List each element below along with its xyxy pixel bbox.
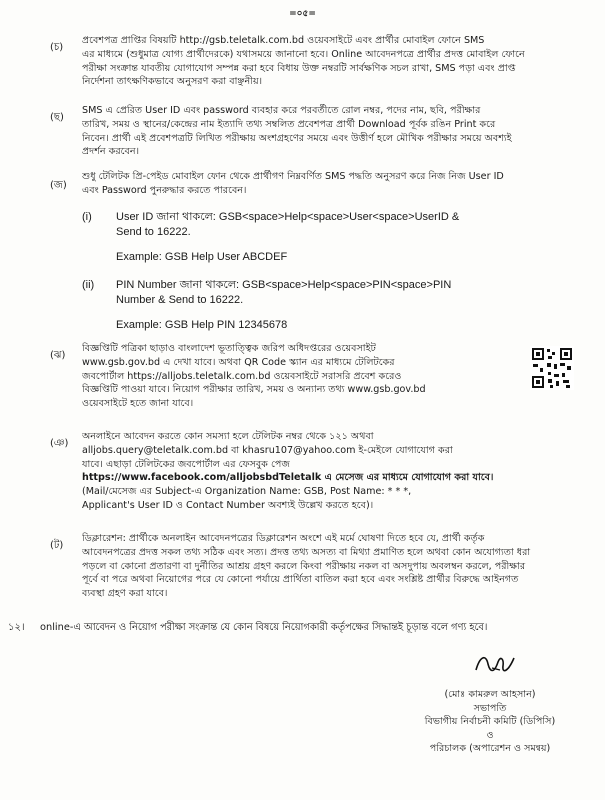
clause-body <box>82 104 585 159</box>
text-line: জবপোর্টাল https://alljobs.teletalk.com.bd ওয়েবসাইটে সরাসরি প্রবেশ করেও <box>82 370 402 382</box>
text-line: এর মাধ্যমে (শুধুমাত্র যোগ্য প্রার্থীদেরকে) যথাসময়ে জানানো হবে। Online আবেদনপত্রে প্রার্থীর প্রদত্ত মোবাইল ফোনে <box>82 48 525 60</box>
clause-j <box>0 170 605 340</box>
example-pin: Example: GSB Help PIN 12345678 <box>116 319 288 331</box>
clause-jh <box>0 342 605 412</box>
text-line: Send to 16222. <box>116 226 191 238</box>
clause-body <box>82 170 585 198</box>
text-line: (Mail/মেসেজ এর Subject-এ Organization Name: GSB, Post Name: * * *, <box>82 486 412 498</box>
text-line: অনলাইনে আবেদন করতে কোন সমস্যা হলে টেলিটক নম্বর থেকে ১২১ অথবা <box>82 431 374 442</box>
page-number: =০৫= <box>289 9 316 19</box>
signatory-name: (মোঃ কামরুল আহসান) <box>444 689 536 700</box>
clause-mark: (ট) <box>50 540 64 551</box>
clause-mark: (ছ) <box>50 112 64 123</box>
text-line: User ID জানা থাকলে: GSB<space>Help<space>User<space>UserID & <box>116 211 460 223</box>
text-line: ডিক্লারেশন: প্রার্থীকে অনলাইন আবেদনপত্রের ডিক্লারেশন অংশে এই মর্মে ঘোষণা দিতে হবে যে, প্রার্থী কর্তৃক <box>82 533 485 544</box>
text-line: এবং Password পুনরুদ্ধার করতে পারবেন। <box>82 184 247 196</box>
text-line: পরীক্ষা সংক্রান্ত যাবতীয় যোগাযোগ সম্পন্ন করা হবে বিধায় উক্ত নম্বরটি সার্বক্ষণিক সচল রাখা, SMS পড়া এবং প্রাপ্ত <box>82 62 516 74</box>
text-line: ওয়েবসাইটে হতে জানা যাবে। <box>82 398 194 410</box>
qr-code-icon[interactable] <box>530 346 574 390</box>
clause-body <box>82 34 585 89</box>
text-line: বিজ্ঞপ্তিটি পত্রিকা ছাড়াও বাংলাদেশ ভূতাত্ত্বিক জরিপ অধিদপ্তরের ওয়েবসাইট <box>82 343 376 354</box>
sms-help-user <box>116 210 586 265</box>
signatory-and: ও <box>486 729 494 741</box>
signature-block <box>390 688 590 756</box>
point-text: online-এ আবেদন ও নিয়োগ পরীক্ষা সংক্রান্ত যে কোন বিষয়ে নিয়োগকারী কর্তৃপক্ষের সিদ্ধান্তই চূড়ান্ত বলে গণ্য হবে। <box>40 622 488 633</box>
clause-mark: (ঝ) <box>50 350 66 361</box>
text-line: https://www.facebook.com/alljobsbdTeletalk এ মেসেজ এর মাধ্যমে যোগাযোগ করা যাবে। <box>82 472 494 484</box>
text-line: যাবে। এছাড়া টেলিটকের জবপোর্টাল এর ফেসবুক পেজ <box>82 458 290 470</box>
clause-body <box>82 532 585 601</box>
text-line: Number & Send to 16222. <box>116 294 244 306</box>
text-line: PIN Number জানা থাকলে: GSB<space>Help<space>PIN<space>PIN <box>116 279 452 291</box>
text-line: প্রবেশপত্র প্রাপ্তির বিষয়টি http://gsb.teletalk.com.bd ওয়েবসাইটে এবং প্রার্থীর মোবাইল ফোনে SMS <box>82 35 485 46</box>
text-line: www.gsb.gov.bd এ দেখা যাবে। অথবা QR Code স্ক্যান এর মাধ্যমে টেলিটকের <box>82 356 395 368</box>
sms-help-pin <box>116 278 586 333</box>
clause-nya <box>0 430 605 520</box>
text-line: নিবেন। প্রার্থী এই প্রবেশপত্রটি লিখিত পরীক্ষায় অংশগ্রহণের সময়ে এবং উত্তীর্ণ হলে মৌখিক পরীক্ষার সময়ে অবশ্যই <box>82 132 512 144</box>
text-line: পড়লে বা কোনো প্রতারণা বা দুর্নীতির আশ্রয় গ্রহণ করলে কিংবা পরীক্ষায় নকল বা অসদুপায় অবলম্বন করলে, পরীক্ষার <box>82 560 526 572</box>
example-user: Example: GSB Help User ABCDEF <box>116 251 288 263</box>
text-line: ব্যবস্থা গ্রহণ করা যাবে। <box>82 588 168 600</box>
signature-image <box>470 650 520 680</box>
signatory-title: সভাপতি <box>473 702 507 714</box>
text-line: পূর্বে বা পরে অথবা নিয়োগের পরে যে কোনো পর্যায়ে প্রার্থিতা বাতিল করা হবে এবং সংশ্লিষ্ট প্রার্থীর বিরুদ্ধে আইনগত <box>82 574 519 586</box>
text-line: SMS এ প্রেরিত User ID এবং password ব্যবহার করে পরবর্তীতে রোল নম্বর, পদের নাম, ছবি, পরীক্ষার <box>82 105 481 116</box>
sub-mark-i: (i) <box>82 211 92 223</box>
signatory-director: পরিচালক (অপারেশন ও সমন্বয়) <box>429 743 551 754</box>
clause-chh <box>0 104 605 164</box>
clause-mark: (ঞ) <box>50 438 69 449</box>
point-mark: ১২। <box>8 622 25 633</box>
text-line: শুধু টেলিটক প্রি-পেইড মোবাইল ফোন থেকে প্রার্থীগণ নিম্নবর্ণিত SMS পদ্ধতি অনুসরণ করে নিজ নিজ User ID <box>82 171 504 182</box>
text-line: আবেদনপত্রের প্রদত্ত সকল তথ্য সঠিক এবং সত্য। প্রদত্ত তথ্য অসত্য বা মিথ্যা প্রমাণিত হলে অথবা কোন অযোগ্যতা ধরা <box>82 546 531 558</box>
text-line: প্রদর্শন করবেন। <box>82 146 139 158</box>
signatory-committee: বিভাগীয় নির্বাচনী কমিটি (ডিপিসি) <box>424 716 556 727</box>
clause-body <box>82 430 585 513</box>
text-line: Applicant's User ID ও Contact Number অবশ্যই উল্লেখ করতে হবে)। <box>82 499 374 511</box>
point-12 <box>0 620 605 640</box>
text-line: তারিখ, সময় ও স্থানের/কেন্দ্রের নাম ইত্যাদি তথ্য সম্বলিত প্রবেশপত্র প্রার্থী Download পূর্বক রঙিন Print করে <box>82 118 496 130</box>
clause-body <box>82 342 535 411</box>
clause-ch <box>0 30 605 90</box>
sub-mark-ii: (ii) <box>82 279 95 291</box>
clause-mark: (জ) <box>50 180 67 191</box>
text-line: নির্দেশনা তাৎক্ষণিকভাবে অনুসরণ করা বাঞ্ছনীয়। <box>82 76 263 88</box>
text-line: alljobs.query@teletalk.com.bd বা khasru107@yahoo.com ই-মেইলে যোগাযোগ করা <box>82 444 453 456</box>
clause-ta <box>0 532 605 612</box>
clause-mark: (চ) <box>50 42 64 53</box>
text-line: বিজ্ঞপ্তিটি পাওয়া যাবে। নিয়োগ পরীক্ষার তারিখ, সময় ও অন্যান্য তথ্য www.gsb.gov.bd <box>82 384 426 396</box>
